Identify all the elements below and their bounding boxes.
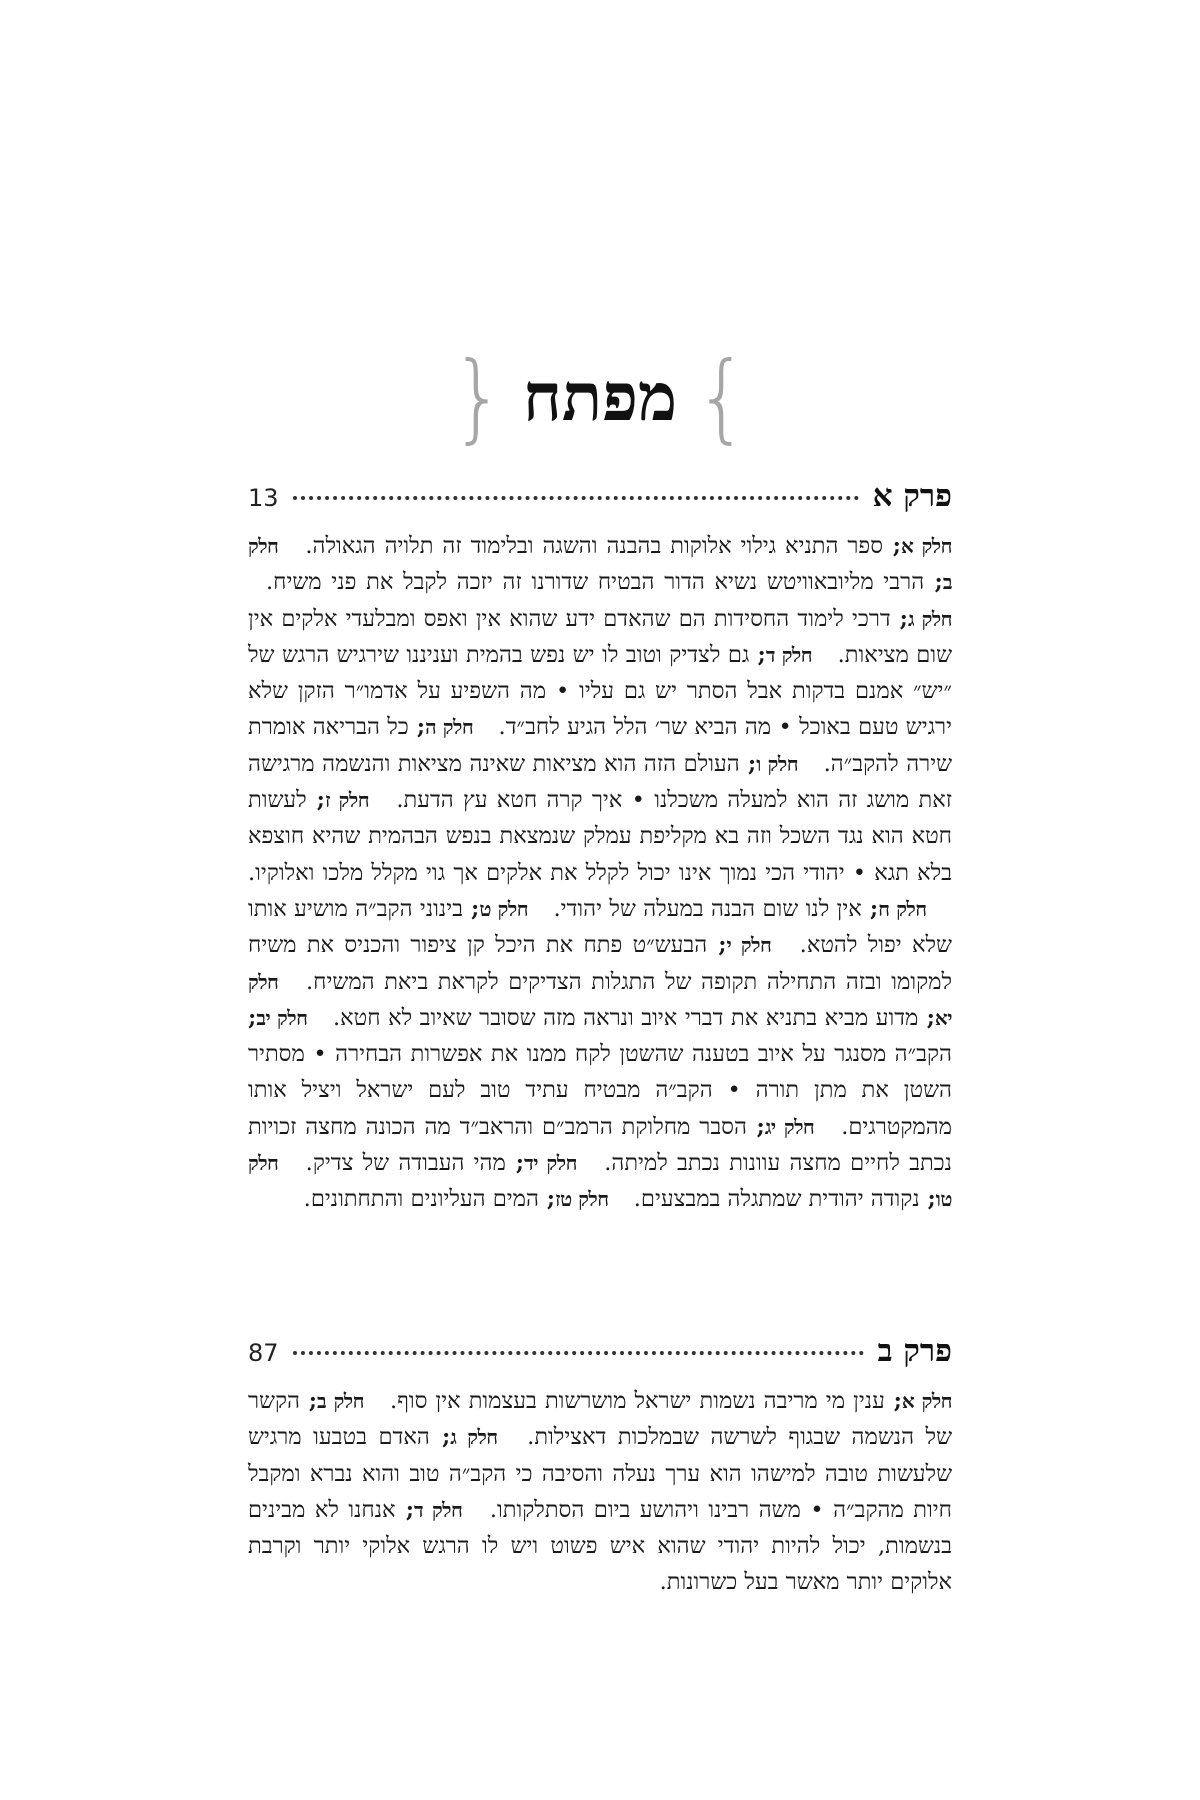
entry-label: חלק ב [248, 534, 952, 595]
entry-label: חלק ד [414, 1497, 463, 1522]
entry-text: הקב״ה מסנגר על איוב בטענה שהשטן לקח ממנו את אפשרות הבחירה • מסתיר השטן את מתן תורה • הקב״ה מבטיח עתיד טוב לעם ישראל ויציל אותו מהמקטרגים. [248, 1041, 953, 1140]
entry-separator: ; [919, 1186, 936, 1213]
page-number: 87 [248, 1339, 279, 1367]
section-entries [248, 1383, 952, 1601]
entry-label: חלק ו [756, 751, 799, 776]
entry-label: חלק ד [765, 642, 813, 667]
toc-entry [304, 1186, 609, 1212]
entry-text: הרבי מליובאוויטש נשיא הדור הבטיח שדורנו זה יזכה לקבל את פני משיח. [266, 569, 925, 596]
entry-text: מהי העבודה של צדיק. [305, 1150, 506, 1177]
entry-text: דרכי לימוד החסידות הם שהאדם ידע שהוא אין ואפס ומבלעדי אלקים אין שום מציאות. [248, 605, 953, 668]
entry-text: נקודה יהודית שמתגלה במבצעים. [633, 1186, 920, 1213]
entry-separator: ; [462, 895, 480, 922]
entry-label: חלק ה [425, 715, 474, 740]
entry-separator: ; [248, 1004, 257, 1031]
section-entries [248, 528, 952, 1218]
entry-label: חלק יב [256, 1005, 308, 1030]
dot-leader [293, 496, 859, 500]
page-number: 13 [248, 484, 279, 512]
entry-text: גם לצדיק וטוב לו יש נפש בהמית ועניננו שירגיש הרגש של ״יש״ אמנם בדקות אבל הסתר יש גם עליו • מה השפיע על אדמו״ר הזקן שלא ירגיש טעם באוכל • מה הביא שר׳ הלל הגיע לחב״ד. [248, 641, 952, 741]
title-block [0, 340, 1200, 454]
entry-label: חלק א [901, 1389, 953, 1413]
entry-separator: ; [408, 714, 426, 741]
entry-separator: ; [924, 569, 943, 596]
toc-entry [390, 1388, 952, 1414]
entry-label: חלק ח [878, 896, 927, 921]
entry-text: ענין מי מריבה נשמות ישראל מושרשות בעצמות אין סוף. [390, 1388, 885, 1414]
entry-label: חלק ג [907, 606, 953, 631]
entry-separator: ; [707, 932, 727, 959]
entry-separator: ; [861, 895, 879, 922]
entry-separator: ; [429, 1424, 451, 1451]
toc-entry [305, 533, 952, 559]
section-heading [248, 1333, 952, 1377]
entry-text: הבעש״ט פתח את היכל קן ציפור והכניס את משיח למקומו ובזה התחילה תקופה של התגלות הצדיקים לקראת ביאת המשיח. [248, 932, 952, 995]
close-brace-ornament: } [451, 340, 505, 454]
entry-label: חלק ט [479, 896, 529, 921]
entry-text: הקשר של הנשמה שבגוף לשרשה שבמלכות דאצילות. [248, 1388, 952, 1451]
entry-text: מדוע מביא בתניא את דברי איוב ונראה מזה שסובר שאיוב לא חטא. [333, 1004, 919, 1031]
entry-text: העולם הזה הוא מציאות שאינה מציאות והנשמה מרגישה זאת מושג זה הוא למעלה משכלנו • איך קרה חטא עץ הדעת. [248, 750, 953, 814]
toc-section-1 [248, 478, 952, 1218]
entry-separator: ; [739, 750, 757, 777]
entry-separator: ; [884, 1388, 902, 1414]
entry-text: המים העליונים והתחתונים. [303, 1186, 539, 1213]
entry-text: לעשות חטא הוא נגד השכל וזה בא מקליפת עמלק שנמצאת בנפש הבהמית שהיא חוצפא בלא תגא • יהודי הכי נמוך אינו יכול לקלל את אלקים אך גוי מקלל מלכו ואלוקיו. [248, 787, 952, 886]
open-brace-ornament: { [695, 340, 749, 454]
dot-leader [293, 1351, 864, 1355]
entry-separator: ; [299, 1388, 318, 1414]
entry-label: חלק ז [324, 788, 370, 813]
entry-label: חלק טז [555, 1187, 609, 1212]
entry-text: ספר התניא גילוי אלוקות בהבנה והשגה ובלימוד זה תלויה הגאולה. [305, 533, 884, 559]
entry-label: חלק י [726, 933, 772, 958]
entry-label: חלק טו [248, 1151, 952, 1212]
entry-text: אין לנו שום הבנה במעלה של יהודי. [553, 895, 862, 922]
entry-text: בינוני הקב״ה מושיע אותו שלא יפול להטא. [248, 895, 952, 959]
entry-text: כל הבריאה אומרת שירה להקב״ה. [248, 714, 953, 777]
entry-label: חלק יא [248, 969, 952, 1030]
chapter-label: פרק א [872, 478, 952, 514]
entry-text: אנחנו לא מבינים בנשמות, יכול להיות יהודי שהוא איש פשוט ויש לו הרגש אלוקי יותר וקרבת אלוקים יותר מאשר בעל כשרונות. [248, 1496, 952, 1596]
section-heading [248, 478, 952, 522]
entry-label: חלק א [900, 534, 952, 558]
toc-entry [306, 1150, 577, 1176]
entry-label: חלק יג [764, 1114, 815, 1139]
toc-section-2 [248, 1333, 952, 1601]
entry-separator: ; [538, 1186, 556, 1213]
entry-text: האדם בטבעו מרגיש שלעשות טובה למישהו הוא ערך נעלה והסיבה כי הקב״ה טוב והוא נברא ומקבל חיות מהקב״ה • משה רבינו ויהושע ביום הסתלקותו. [248, 1424, 952, 1523]
chapter-label: פרק ב [877, 1333, 952, 1369]
entry-label: חלק ג [450, 1425, 498, 1450]
entry-label: חלק יד [524, 1151, 577, 1176]
entry-separator: ; [749, 641, 766, 668]
entry-separator: ; [395, 1496, 415, 1523]
entry-separator: ; [890, 605, 908, 632]
entry-text: הסבר מחלוקת הרמב״ם והראב״ד מה הכונה מחצה זכויות נכתב לחיים מחצה עוונות נכתב למיתה. [248, 1113, 952, 1177]
entry-separator: ; [918, 1004, 935, 1031]
toc-entry [554, 896, 927, 922]
entry-separator: ; [505, 1150, 525, 1177]
page-title: מפתח [522, 358, 678, 436]
entry-separator: ; [306, 787, 325, 814]
entry-separator: ; [746, 1113, 765, 1140]
entry-label: חלק ב [317, 1389, 364, 1413]
entry-separator: ; [883, 533, 901, 559]
